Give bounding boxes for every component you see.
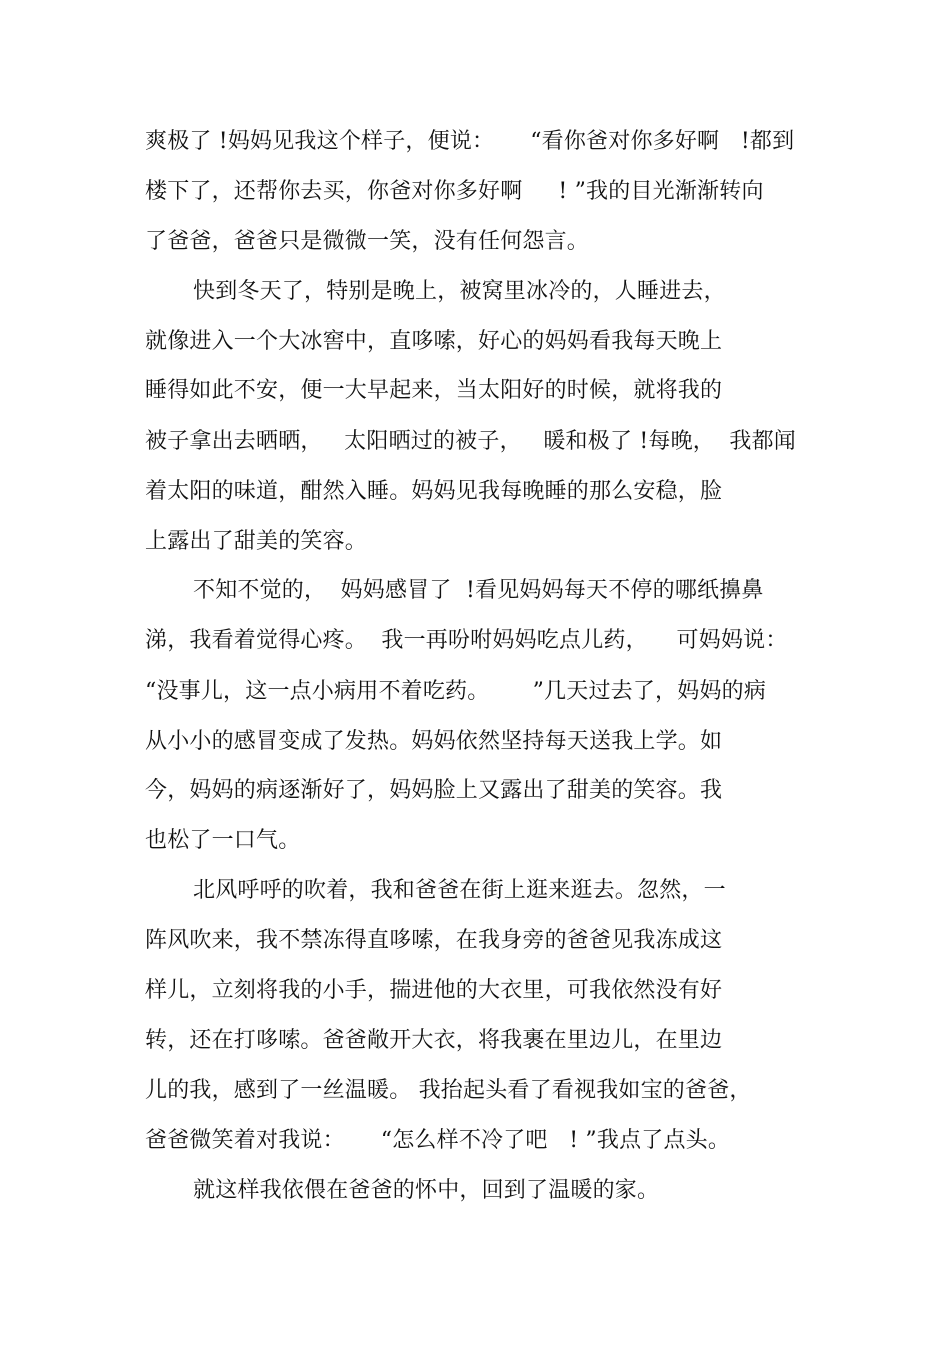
text-line: “没事儿，这一点小病用不着吃药。 ”几天过去了，妈妈的病 [145,679,767,704]
text-line: 样儿，立刻将我的小手，揣进他的大衣里，可我依然没有好 [145,978,723,1003]
paragraph-first-line: 快到冬天了，特别是晚上，被窝里冰冷的，人睡进去， [193,279,726,304]
text-line: 爸爸微笑着对我说： “怎么样不冷了吧 ! ”我点了点头。 [145,1128,731,1153]
text-line: 上露出了甜美的笑容。 [145,529,368,554]
text-line: 爽极了 !妈妈见我这个样子，便说： “看你爸对你多好啊 !都到 [145,129,795,154]
text-line: 楼下了，还帮你去买，你爸对你多好啊 ! ”我的目光渐渐转向 [145,179,764,204]
text-line: 阵风吹来，我不禁冻得直哆嗦，在我身旁的爸爸见我冻成这 [145,928,723,953]
text-line: 儿的我，感到了一丝温暖。 我抬起头看了看视我如宝的爸爸， [145,1078,752,1103]
text-line: 了爸爸，爸爸只是微微一笑，没有任何怨言。 [145,229,590,254]
paragraph-first-line: 北风呼呼的吹着，我和爸爸在街上逛来逛去。忽然，一 [193,878,726,903]
text-line: 今，妈妈的病逐渐好了，妈妈脸上又露出了甜美的笑容。我 [145,778,723,803]
paragraph-first-line: 不知不觉的， 妈妈感冒了 !看见妈妈每天不停的哪纸擤鼻 [193,578,764,603]
text-line: 涕，我看着觉得心疼。 我一再吩咐妈妈吃点儿药， 可妈妈说： [145,628,788,653]
text-line: 转，还在打哆嗦。爸爸敞开大衣，将我裹在里边儿，在里边 [145,1028,723,1053]
text-line: 就像进入一个大冰窖中，直哆嗦，好心的妈妈看我每天晚上 [145,329,723,354]
text-line: 睡得如此不安，便一大早起来，当太阳好的时候，就将我的 [145,378,723,403]
text-line: 被子拿出去晒晒， 太阳晒过的被子， 暖和极了 !每晚， 我都闻 [145,429,796,454]
text-line: 着太阳的味道，酣然入睡。妈妈见我每晚睡的那么安稳，脸 [145,479,723,504]
paragraph-first-line: 就这样我依偎在爸爸的怀中，回到了温暖的家。 [193,1178,660,1203]
text-line: 也松了一口气。 [145,828,301,853]
text-line: 从小小的感冒变成了发热。妈妈依然坚持每天送我上学。如 [145,729,723,754]
